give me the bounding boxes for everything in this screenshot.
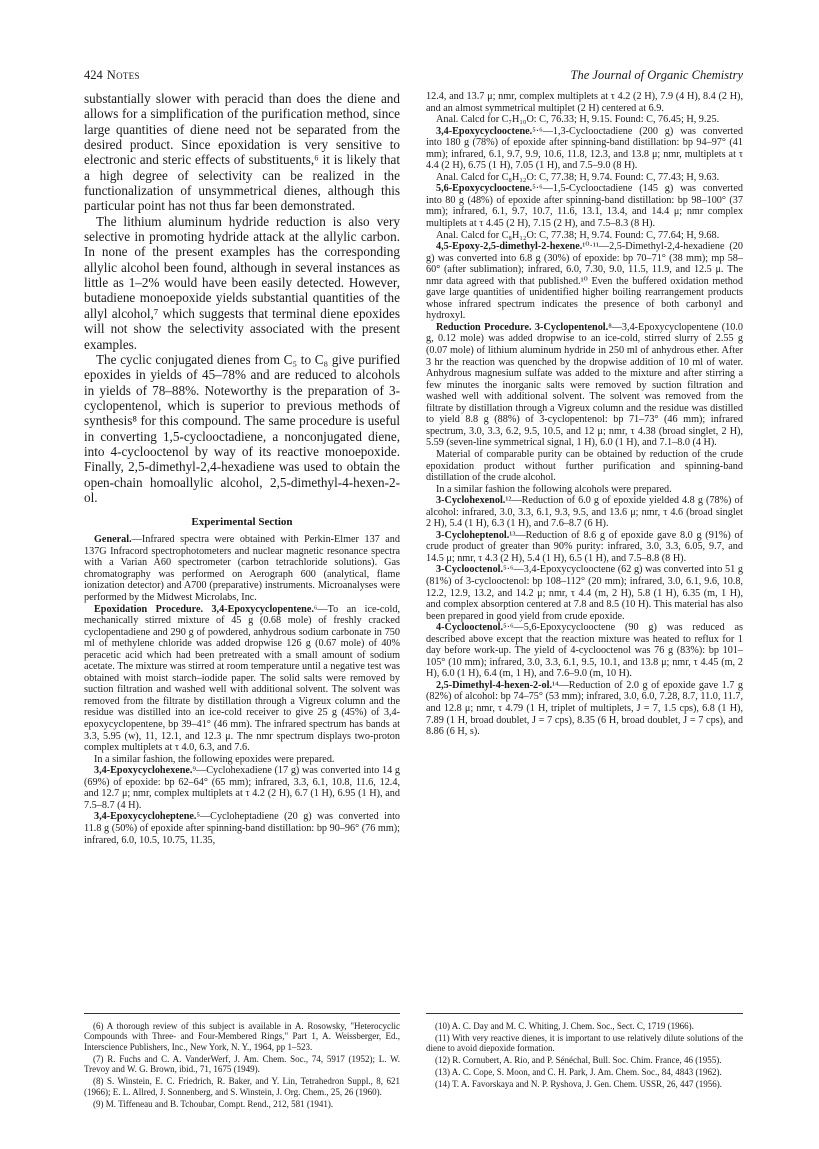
paragraph-text: ¹²—Reduction of 6.0 g of epoxide yielded 4.8 g (78%) of alcohol: infrared, 3.0, 3.3, 6.1, 9.3, 9.5, and 13.6 μ; nmr, τ 4.6 (broad singlet 2 H), 5.4 (1 H), 6.3 (1 H), and 7.6–8.7 (6 H). xyxy=(426,495,743,530)
paragraph-lead: General. xyxy=(94,534,132,546)
body-paragraph: The cyclic conjugated dienes from C₅ to C₈ give purified epoxides in yields of 45–78% and are reduced to alcohols in yields of 78–88%. Noteworthy is the preparation of 3-cyclopentenol, which is superior to previous methods of synthesis⁸ for this compound. The same procedure is useful in converting 1,5-cyclooctadiene, a nonconjugated diene, into 4-cyclooctenol by way of its reactive monoepoxide. Finally, 2,5-dimethyl-2,4-hexadiene was used to obtain the open-chain homoallylic alcohol, 2,5-dimethyl-4-hexen-2-ol. xyxy=(84,351,400,505)
paragraph-lead: 3,4-Epoxycyclooctene. xyxy=(436,125,533,137)
page-header xyxy=(84,66,743,84)
body-paragraph: The lithium aluminum hydride reduction is also very selective in promoting hydride attack at the allylic carbon. In none of the present examples has the corresponding allylic alcohol been found, although in several instances as little as 1–2% would have been easily detected. However, butadiene monoepoxide yields substantial quantities of the allyl alcohol,⁷ which suggests that terminal diene epoxides will not show the selectivity associated with the present examples. xyxy=(84,213,400,352)
footnote: (9) M. Tiffeneau and B. Tchoubar, Compt. Rend., 212, 581 (1941). xyxy=(93,1098,334,1109)
experimental-paragraph xyxy=(426,183,743,229)
experimental-paragraph xyxy=(426,564,743,622)
experimental-paragraph xyxy=(426,91,743,114)
paragraph-lead: 3,4-Epoxycycloheptene. xyxy=(94,811,197,823)
paragraph-lead: 5,6-Epoxycyclooctene. xyxy=(436,183,533,195)
paragraph-text: —Infrared spectra were obtained with Perkin-Elmer 137 and 137G Infracord spectrophotometers and nuclear magnetic resonance spectra with a Varian A60 spectrometer (carbon tetrachloride solutions). Gas chromatography was performed on Aerograph 600 (analytical, flame ionization detector) and A700 (preparative) instruments. Microanalyses were performed by the Midwest Microlabs, Inc. xyxy=(84,534,400,604)
section-label: Notes xyxy=(106,68,140,82)
paragraph-lead: 3-Cycloheptenol. xyxy=(436,529,510,541)
experimental-paragraph xyxy=(84,604,400,754)
footnotes-left xyxy=(84,1021,400,1111)
footnote: (12) R. Cornubert, A. Rio, and P. Sénéchal, Bull. Soc. Chim. France, 46 (1955). xyxy=(435,1055,722,1066)
paragraph-text: ⁸—3,4-Epoxycyclopentene (10.0 g, 0.12 mole) was added dropwise to an ice-cold, stirred slurry of 2.55 g (0.07 mole) of lithium aluminum hydride in 250 ml of anhydrous ether. After 3 hr the reaction was quenched by the dropwise addition of 10 ml of water. Anhydrous magnesium sulfate was added to the mixture and after stirring a few minutes the inorganic salts were removed by suction filtration and washed well with additional solvent. The solvent was removed from the filtrate by distillation through a Vigreux column and the residue was distilled to yield 8.8 g (88%) of 3-cyclopentenol: bp 71–73° (46 mm); infrared spectrum, 3.0, 3.3, 6.2, 9.5, 10.5, and 12 μ; nmr, τ 4.38 (broad singlet, 2 H), 5.59 (seven-line symmetrical signal, 1 H), 6.0 (1 H), and 7.1–8.0 (4 H). xyxy=(426,321,743,449)
paragraph-text: ⁵·⁶—1,5-Cyclooctadiene (145 g) was converted into 80 g (48%) of epoxide after spinning-band distillation: bp 98–100° (37 mm); infrared, 6.1, 9.7, 10.7, 11.6, 13.1, 13.4, and 14.4 μ; nmr complex multiplets at τ 4.45 (2 H), 7.15 (2 H), and 7.5–8.3 (8 H). xyxy=(426,183,743,230)
experimental-paragraph xyxy=(426,530,743,565)
right-column xyxy=(426,91,743,738)
paragraph-lead: 3-Cyclooctenol. xyxy=(436,564,504,576)
footnote-divider xyxy=(426,1013,743,1014)
experimental-paragraph xyxy=(84,754,400,766)
paragraph-text: In a similar fashion the following alcohols were prepared. xyxy=(436,483,672,495)
experimental-paragraph xyxy=(426,322,743,449)
section-heading: Experimental Section xyxy=(191,516,293,529)
paragraph-text: ⁹—Cyclohexadiene (17 g) was converted into 14 g (69%) of epoxide: bp 62–64° (65 mm); infrared, 3.3, 6.1, 10.8, 11.6, 12.4, and 12.7 μ; nmr, complex multiplets at τ 4.2 (2 H), 6.7 (1 H), 6.95 (1 H), and 7.5–8.7 (4 H). xyxy=(84,765,400,811)
paragraph-lead: 3-Cyclohexenol. xyxy=(436,495,506,507)
footnote: (7) R. Fuchs and C. A. VanderWerf, J. Am. Chem. Soc., 74, 5917 (1952); L. W. Trevoy and W. G. Brown, ibid., 71, 1675 (1949). xyxy=(84,1053,400,1075)
experimental-paragraph xyxy=(426,622,743,680)
footnote: (10) A. C. Day and M. C. Whiting, J. Chem. Soc., Sect. C, 1719 (1966). xyxy=(435,1021,694,1031)
experimental-paragraph xyxy=(84,765,400,811)
footnote: (6) A thorough review of this subject is available in A. Rosowsky, "Heterocyclic Compounds with Three- and Four-Membered Rings," Part 1, A. Weissberger, Ed., Interscience Publishers, Inc., New York, N. Y., 1964, pp 1–523. xyxy=(84,1021,400,1052)
paragraph-text: ¹⁴—Reduction of 2.0 g of epoxide gave 1.7 g (82%) of alcohol: bp 74–75° (53 mm); infrared, 3.0, 6.0, 7.28, 8.7, 11.0, 11.7, and 12.8 μ; nmr, τ 4.79 (1 H, triplet of multiplets, J = 7, 1.5 cps), 6.8 (1 H), 7.89 (1 H, broad doublet, J = 7 cps), 8.35 (6 H, broad doublet, J = 7 cps), and 8.86 (6 H, s). xyxy=(426,679,743,738)
paragraph-text: ⁵·⁶—5,6-Epoxycyclooctene (90 g) was reduced as described above except that the reaction mixture was heated to reflux for 1 day before work-up. The yield of 4-cyclooctenol was 76 g (83%): bp 101–105° (10 mm); infrared, 3.0, 3.3, 6.1, 9.5, 10.1, and 13.8 μ; nmr, τ 4.45 (m, 2 H), 6.0 (1 H), 6.4 (m, 1 H), and 7.6–9.0 (m, 10 H). xyxy=(426,622,743,680)
paragraph-text: ¹⁰·¹¹—2,5-Dimethyl-2,4-hexadiene (20 g) was converted into 6.8 g (30%) of epoxide: bp 70–71° (38 mm); mp 58–60° (after sublimation); infrared, 6.0, 7.30, 9.0, 11.5, 11.9, and 12.5 μ. The nmr data agreed with that published.¹⁰ Even the buffered oxidation method gave large quantities of unidentified higher boiling rearrangement products whose infrared spectrum indicates the presence of both carbonyl and hydroxyl. xyxy=(426,241,743,322)
experimental-paragraph xyxy=(426,495,743,530)
footnote: (11) With very reactive dienes, it is important to use relatively dilute solutions of the diene to avoid diepoxide formation. xyxy=(426,1033,743,1054)
experimental-paragraph xyxy=(426,449,743,484)
paragraph-text: ⁵·⁶—1,3-Cyclooctadiene (200 g) was converted into 180 g (78%) of epoxide after spinning-band distillation: bp 94–97° (41 mm); infrared, 6.1, 9.7, 9.9, 10.6, 11.8, 12.3, and 13.8 μ; nmr, multiplets at τ 4.4 (2 H), 6.75 (1 H), 7.05 (1 H), and 7.5–9.0 (8 H). xyxy=(426,125,743,172)
paragraph-lead: Epoxidation Procedure. 3,4-Epoxycyclopentene. xyxy=(94,603,314,615)
experimental-paragraph xyxy=(426,241,743,322)
footnote: (14) T. A. Favorskaya and N. P. Ryshova, J. Gen. Chem. USSR, 26, 447 (1956). xyxy=(435,1079,723,1090)
paragraph-text: ⁶—To an ice-cold, mechanically stirred mixture of 45 g (0.68 mole) of freshly cracked cyclopentadiene and 290 g of powdered, anhydrous sodium carbonate in 750 ml of methylene chloride was added dropwise 126 g (0.67 mole) of 40% peracetic acid which had been pretreated with a small amount of sodium acetate. The mixture was stirred at room temperature until a negative test was obtained with moist starch–iodide paper. The solid salts were removed by suction filtration and washed well with additional solvent. The solvent was removed from the filtrate by distillation through a Vigreux column and the residue was distilled into an ice-cold receiver to give 25 g (45%) of 3,4-epoxycyclopentene, bp 39–41° (46 mm). The infrared spectrum has bands at 3.3, 5.95 (w), 11, 12.1, and 12.3 μ. The nmr spectrum displays two-proton complex multiplets at τ 4.0, 6.3, and 7.6. xyxy=(84,603,400,754)
experimental-paragraph xyxy=(426,680,743,738)
paragraph-lead: 4-Cyclooctenol. xyxy=(436,622,504,634)
experimental-paragraph xyxy=(426,126,743,172)
experimental-paragraph xyxy=(426,172,743,184)
paragraph-text: ⁵—Cycloheptadiene (20 g) was converted into 11.8 g (50%) of epoxide after spinning-band distillation: bp 90–96° (76 mm); infrared, 6.0, 10.5, 10.75, 11.35, xyxy=(84,811,400,846)
paragraph-lead: 4,5-Epoxy-2,5-dimethyl-2-hexene. xyxy=(436,241,583,253)
paragraph-text: ⁵·⁶—3,4-Epoxycyclooctene (62 g) was converted into 51 g (81%) of 3-cyclooctenol: bp 108–112° (20 mm); infrared, 3.0, 6.1, 9.6, 10.8, 12.2, 12.9, 13.2, and 14.2 μ; nmr, τ 4.4 (m, 2 H), 5.8 (1 H), 6.35 (m, 1 H), and complex absorption centered at 7.8 and 8.5 (10 H). This material has also been prepared in good yield from crude epoxide. xyxy=(426,564,743,622)
paragraph-text: Material of comparable purity can be obtained by reduction of the crude epoxidation product without further purification and spinning-band distillation of the crude alcohol. xyxy=(426,448,743,484)
footnote: (13) A. C. Cope, S. Moon, and C. H. Park, J. Am. Chem. Soc., 84, 4843 (1962). xyxy=(435,1067,722,1078)
paragraph-lead: 3,4-Epoxycyclohexene. xyxy=(94,765,193,777)
paragraph-text: In a similar fashion, the following epoxides were prepared. xyxy=(94,753,335,765)
footnote-divider xyxy=(84,1013,400,1014)
paragraph-lead: 2,5-Dimethyl-4-hexen-2-ol. xyxy=(436,679,553,691)
paragraph-text: 12.4, and 13.7 μ; nmr, complex multiplets at τ 4.2 (2 H), 7.9 (4 H), 8.4 (2 H), and an almost symmetrical multiplet (2 H) centered at 6.9. xyxy=(426,91,743,114)
body-paragraph: substantially slower with peracid than does the diene and allows for a simplification of the purification method, since large quantities of diene need not be separated from the desired product. Since epoxidation is very sensitive to electronic and steric effects of substituents,⁶ it is likely that a high degree of selectivity can be realized in the functionalization of unsymmetrical dienes, although this particular point has not thus far been demonstrated. xyxy=(84,91,400,214)
footnote: (8) S. Winstein, E. C. Friedrich, R. Baker, and Y. Lin, Tetrahedron Suppl., 8, 621 (1966); E. L. Allred, J. Sonnenberg, and S. Winstein, J. Org. Chem., 25, 26 (1960). xyxy=(84,1076,400,1097)
paragraph-text: ¹³—Reduction of 8.6 g of epoxide gave 8.0 g (91%) of crude product of greater than 90% purity: infrared, 3.0, 3.3, 6.05, 9.7, and 14.5 μ; nmr, τ 4.3 (2 H), 5.4 (1 H), 6.5 (1 H), and 7.5–8.8 (8 H). xyxy=(426,529,743,564)
journal-title: The Journal of Organic Chemistry xyxy=(570,68,743,82)
paragraph-text: Anal. Calcd for C₈H₁₂O: C, 77.38; H, 9.74. Found: C, 77.43; H, 9.63. xyxy=(436,171,720,183)
paragraph-lead: Reduction Procedure. 3-Cyclopentenol. xyxy=(436,321,609,333)
experimental-paragraph xyxy=(426,230,743,242)
page-number: 424 xyxy=(84,68,103,82)
paragraph-text: Anal. Calcd for C₇H₁₀O: C, 76.33; H, 9.15. Found: C, 76.45; H, 9.25. xyxy=(436,114,720,126)
experimental-paragraph xyxy=(84,811,400,846)
experimental-paragraph xyxy=(84,534,400,603)
left-column xyxy=(84,91,400,846)
paragraph-text: Anal. Calcd for C₈H₁₂O: C, 77.38; H, 9.74. Found: C, 77.64; H, 9.68. xyxy=(436,229,720,241)
footnotes-right xyxy=(426,1021,743,1091)
experimental-paragraph xyxy=(426,114,743,126)
experimental-paragraph xyxy=(426,484,743,496)
